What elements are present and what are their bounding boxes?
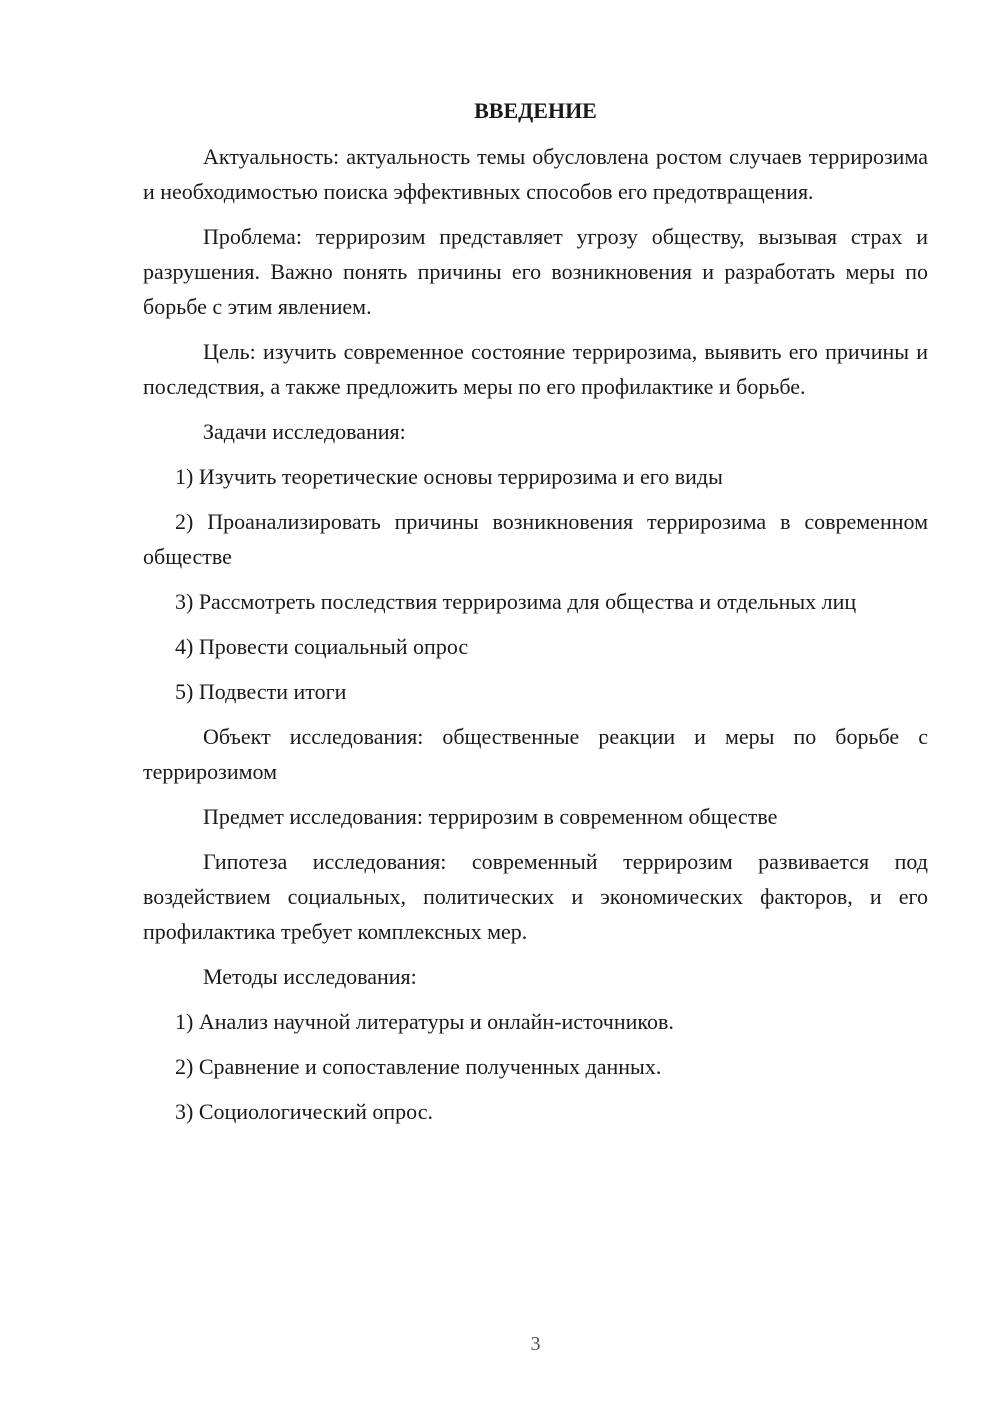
- problem-paragraph: Проблема: террирозим представляет угрозу обществу, вызывая страх и разрушения. Важно понять причины его возникновения и разработать меры по борьбе с этим явлением.: [143, 224, 928, 319]
- task-item: 5) Подвести итоги: [175, 679, 347, 704]
- task-item: 2) Проанализировать причины возникновения террирозима в современном обществе: [143, 509, 928, 569]
- document-title: ВВЕДЕНИЕ: [474, 98, 597, 123]
- method-item: 3) Социологический опрос.: [175, 1099, 433, 1124]
- hypothesis-paragraph: Гипотеза исследования: современный террирозим развивается под воздействием социальных, политических и экономических факторов, и его профилактика требует комплексных мер.: [143, 849, 928, 944]
- object-paragraph: Объект исследования: общественные реакции и меры по борьбе с террирозимом: [143, 724, 928, 784]
- subject-paragraph: Предмет исследования: террирозим в современном обществе: [203, 804, 778, 829]
- document-body: [143, 96, 928, 1139]
- page-number: 3: [530, 1333, 541, 1355]
- methods-heading: Методы исследования:: [203, 964, 417, 989]
- tasks-heading: Задачи исследования:: [203, 419, 406, 444]
- task-item: 1) Изучить теоретические основы террирозима и его виды: [175, 464, 723, 489]
- goal-paragraph: Цель: изучить современное состояние террирозима, выявить его причины и последствия, а также предложить меры по его профилактике и борьбе.: [143, 339, 928, 399]
- task-item: 4) Провести социальный опрос: [175, 634, 469, 659]
- relevance-paragraph: Актуальность: актуальность темы обусловлена ростом случаев террирозима и необходимостью поиска эффективных способов его предотвращения.: [143, 144, 928, 204]
- task-item: 3) Рассмотреть последствия террирозима для общества и отдельных лиц: [175, 589, 857, 614]
- method-item: 1) Анализ научной литературы и онлайн-источников.: [175, 1009, 674, 1034]
- method-item: 2) Сравнение и сопоставление полученных данных.: [175, 1054, 662, 1079]
